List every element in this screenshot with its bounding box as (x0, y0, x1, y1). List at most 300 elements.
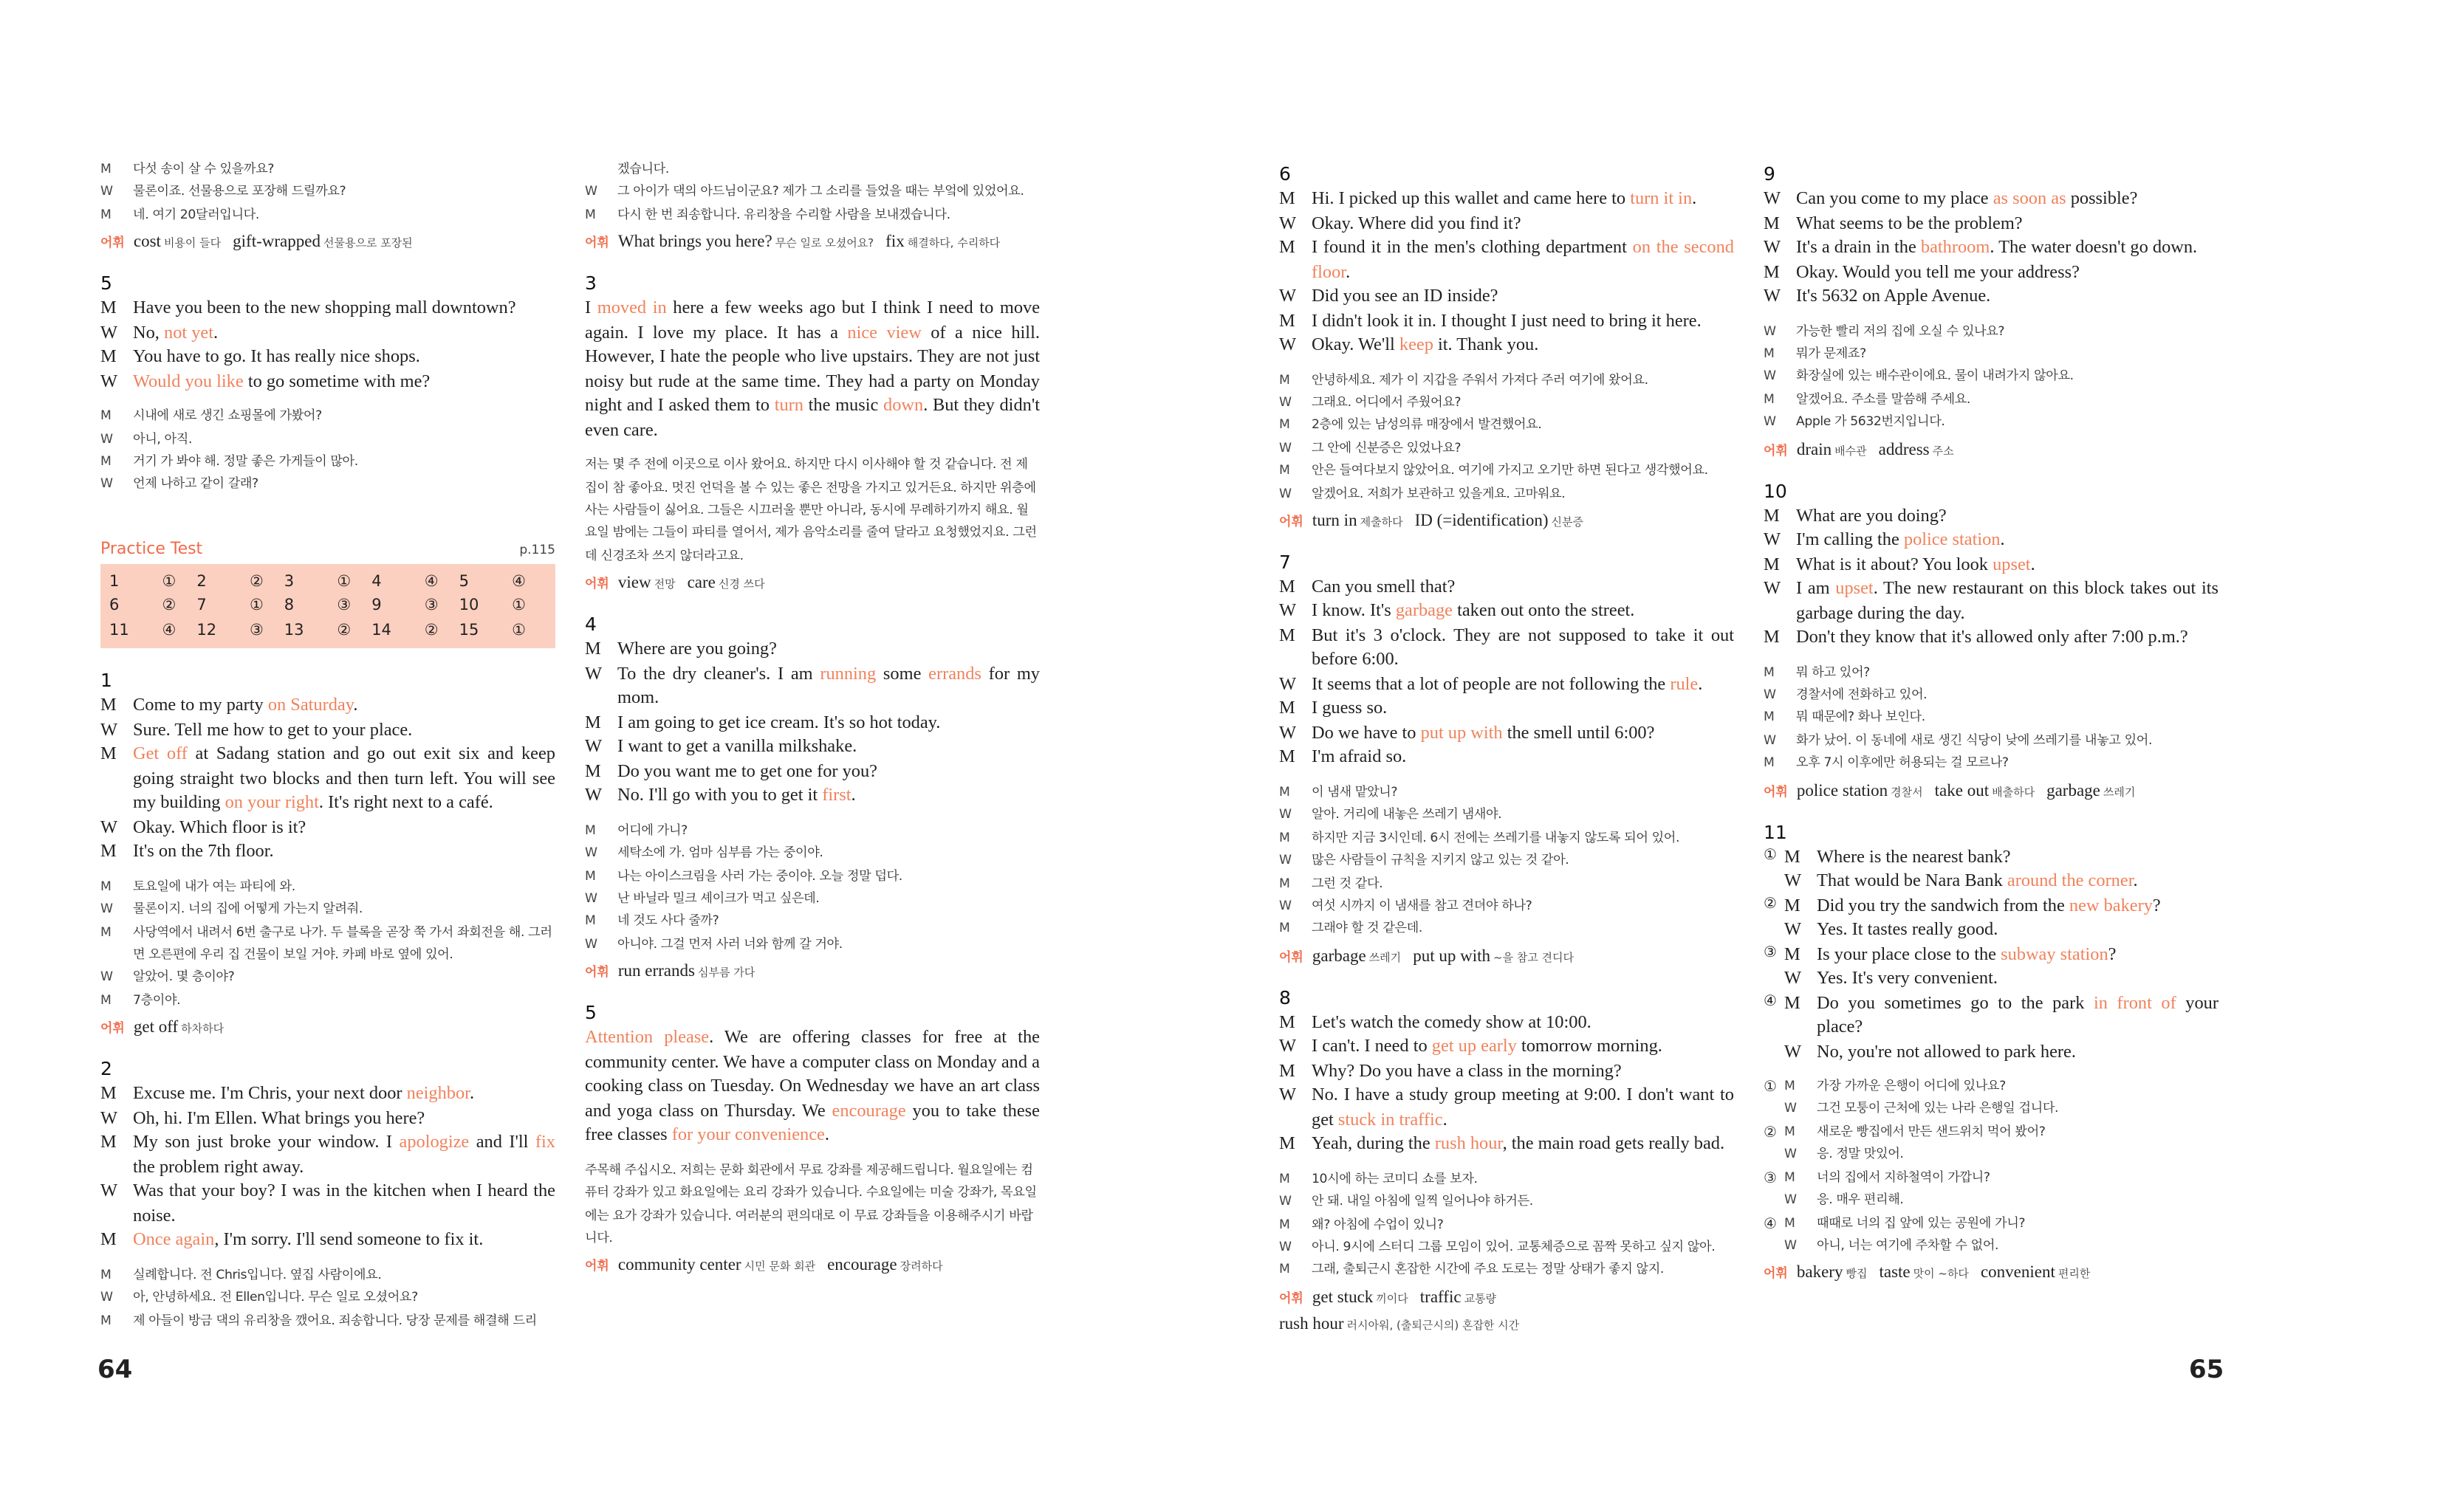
dialogue-text (1312, 745, 1734, 769)
dialogue-line (1279, 623, 1734, 672)
column-3 (1279, 159, 1734, 1342)
text-segment: , the main road gets really bad. (1502, 1133, 1725, 1154)
translation-line (1764, 1236, 2218, 1259)
translation-text: 응. 정말 맛있어. (1817, 1147, 1904, 1163)
translation-line (1279, 1192, 1734, 1214)
text-segment: Oh, hi. I'm Ellen. What brings you here? (133, 1107, 425, 1128)
highlight-phrase: subway station (2001, 943, 2108, 964)
text-segment: Do you sometimes go to the park (1817, 992, 2094, 1013)
dialogue-text (133, 1130, 555, 1179)
speaker-label: W (1784, 1147, 1797, 1163)
vocab-word: convenient (1980, 1264, 2055, 1282)
dialogue-text (1817, 941, 2218, 966)
dialogue-line (1764, 868, 2218, 893)
translation-line (1279, 873, 1734, 896)
speaker-label: W (1764, 285, 1781, 306)
answer-choice: ② (337, 621, 352, 639)
speaker-label: M (100, 409, 112, 425)
text-segment: It's 5632 on Apple Avenue. (1796, 285, 1991, 306)
dialogue-text (1817, 966, 2218, 990)
highlight-phrase: new bakery (2069, 894, 2153, 915)
text-segment: tomorrow morning. (1516, 1035, 1662, 1056)
answer-cell (109, 570, 196, 594)
vocab-word: drain (1796, 441, 1832, 459)
vocab-tag: 어휘 (1279, 950, 1303, 966)
answer-number: 1 (109, 572, 120, 591)
translation-paragraph: 저는 몇 주 전에 이곳으로 이사 왔어요. 하지만 다시 이사해야 할 것 같습니다. 전 제 집이 참 좋아요. 멋진 언덕을 볼 수 있는 좋은 전망을 가지고 있거든요. 하지만 위층에 사는 사람들이 싫어요. 그들은 시끄러울 뿐만 아니라, 동시에 무례하기까지 해요. 월요일 밤에는 그들이 파티를 열어서, 제가 음악소리를 줄여 달라고 요청했었지요. 그런데 신경조차 쓰지 않더라고요. (585, 458, 1037, 564)
translation-line (1279, 850, 1734, 873)
highlight-phrase: on Saturday (267, 694, 354, 715)
highlight-phrase: get up early (1431, 1035, 1517, 1056)
speaker-label: W (1279, 285, 1297, 306)
translation-text: 언제 나하고 같이 갈래? (133, 477, 258, 492)
text-segment: Don't they know that it's allowed only after 7:00 p.m.? (1796, 626, 2188, 647)
dialogue-line (1279, 721, 1734, 745)
question-number: 2 (100, 1057, 112, 1080)
translation-line (1764, 1076, 2218, 1099)
text-segment: I can't. I need to (1312, 1035, 1432, 1056)
vocab-tag: 어휘 (1279, 515, 1303, 530)
translation-line (100, 922, 555, 968)
question-number: 4 (585, 613, 597, 636)
dialogue-text (1312, 574, 1734, 599)
dialogue-text (1817, 893, 2218, 917)
dialogue-line (1279, 1059, 1734, 1083)
dialogue-text (133, 742, 555, 815)
translation-line (100, 182, 555, 205)
text-segment: . It's right next to a café. (318, 791, 493, 813)
speaker-label: W (1764, 733, 1776, 749)
translation-text: 아니, 아직. (133, 432, 193, 447)
text-segment: some (876, 662, 929, 684)
option-marker (1764, 1099, 1784, 1122)
answer-cell (196, 619, 284, 643)
translation-text: 오후 7시 이후에만 허용되는 걸 모르나? (1796, 756, 2009, 772)
translation-text: 네. 여기 20달러입니다. (133, 207, 259, 223)
highlight-phrase: on your right (225, 791, 319, 813)
translation-line (100, 1265, 555, 1288)
speaker-label: W (100, 902, 113, 918)
text-segment: . The water doesn't go down. (1990, 236, 2198, 257)
speaker-label: M (1764, 392, 1775, 408)
speaker-label: M (100, 840, 117, 862)
speaker-label: W (1764, 415, 1776, 430)
vocab-word: get off (133, 1019, 179, 1037)
translation-line (100, 429, 555, 452)
text-segment: possible? (2066, 188, 2138, 208)
speaker-label: W (585, 662, 603, 684)
speaker-label: W (100, 816, 118, 837)
highlight-phrase: apologize (399, 1131, 470, 1152)
speaker-label: M (1784, 845, 1800, 867)
dialogue-line (1764, 941, 2218, 966)
dialogue-text (133, 718, 555, 742)
vocab-meaning: 제출하다 (1360, 515, 1403, 529)
translation-line (1279, 1260, 1734, 1283)
text-segment: . But they didn't even care. (585, 394, 1040, 440)
dialogue-text (1312, 623, 1734, 672)
speaker-label: M (1279, 1059, 1295, 1081)
speaker-label: M (1279, 697, 1295, 718)
speaker-label: W (1279, 673, 1297, 694)
translation-text: 물론이죠. 선물용으로 포장해 드릴까요? (133, 185, 346, 200)
dialogue-line (1279, 284, 1734, 308)
answer-cell (371, 570, 459, 594)
vocab-tag: 어휘 (1764, 444, 1788, 459)
speaker-label: M (100, 694, 117, 715)
translation-line (1764, 1213, 2218, 1236)
answer-number: 7 (196, 597, 207, 615)
speaker-label: M (1764, 212, 1780, 233)
translation-line (1764, 753, 2218, 776)
dialogue-line (100, 1130, 555, 1179)
text-segment: here a few weeks ago but I think I need to move again. I love my place. It has a (585, 297, 1041, 343)
dialogue-line (1764, 284, 2218, 308)
answer-cell (196, 570, 284, 594)
highlight-phrase: turn it in (1630, 188, 1693, 208)
speaker-label: M (100, 743, 117, 764)
dialogue-line (100, 1106, 555, 1130)
highlight-phrase: running (820, 662, 877, 684)
text-segment: I found it in the men's clothing department (1312, 236, 1633, 257)
vocab-tag: 어휘 (100, 236, 125, 252)
vocab-word: police station (1796, 782, 1888, 800)
speaker-label: M (1279, 1011, 1295, 1032)
text-segment: . (2133, 870, 2138, 891)
speaker-label: W (100, 185, 113, 200)
speaker-label: M (1279, 624, 1295, 645)
vocab-line (1279, 1316, 1734, 1333)
dialogue-text (1312, 1083, 1734, 1132)
dialogue-text (133, 839, 555, 864)
vocab-word: run errands (617, 963, 695, 981)
text-segment: . (353, 694, 358, 715)
translation-text: 안녕하세요. 제가 이 지갑을 주워서 가져다 주러 여기에 왔어요. (1312, 373, 1648, 388)
text-segment: . (2030, 553, 2035, 574)
answer-choice: ③ (337, 597, 352, 615)
page-number-left: 64 (97, 1355, 133, 1385)
dialogue-line (1279, 1010, 1734, 1034)
question-number: 5 (100, 272, 112, 295)
translation-text: 그 안에 신분증은 있었나요? (1312, 441, 1462, 456)
text-segment: . (469, 1082, 475, 1104)
option-marker (1764, 966, 1784, 990)
option-marker (1764, 1039, 1784, 1063)
option-marker: ④ (1764, 1216, 1777, 1232)
speaker-label: W (100, 1180, 118, 1201)
dialogue-line (1764, 990, 2218, 1039)
speaker-label: W (100, 432, 113, 447)
column-2 (585, 159, 1040, 1284)
text-segment: Can you smell that? (1312, 575, 1456, 597)
dialogue-line (100, 1082, 555, 1106)
highlight-phrase: on the second floor (1312, 236, 1734, 281)
vocab-tag: 어휘 (585, 1260, 609, 1275)
highlight-phrase: put up with (1420, 721, 1503, 743)
speaker-label: W (1764, 369, 1776, 385)
option-marker: ② (1764, 896, 1777, 913)
dialogue-line (100, 718, 555, 742)
speaker-label: M (100, 993, 112, 1008)
speaker-label: W (100, 321, 118, 343)
vocab-word: address (1878, 441, 1930, 459)
speaker-label: M (1279, 785, 1290, 800)
text-segment: Okay. We'll (1312, 334, 1399, 354)
text-segment: Excuse me. I'm Chris, your next door (133, 1082, 407, 1104)
answer-cell (109, 594, 196, 619)
speaker-label: M (1764, 261, 1780, 281)
dialogue-text (133, 1106, 555, 1130)
text-segment: taken out onto the street. (1453, 599, 1635, 621)
translation-text: 7층이야. (133, 993, 181, 1008)
text-segment: Did you see an ID inside? (1312, 285, 1498, 306)
question-number: 1 (100, 669, 112, 692)
translation-text: 겠습니다. (617, 162, 669, 177)
highlight-phrase: upset (1835, 577, 1874, 599)
text-segment: at Sadang station and go out exit six and keep going straight two blocks and then turn left. You will see my building (133, 743, 555, 813)
text-segment: Come to my party (133, 694, 268, 715)
text-segment: to go sometime with me? (243, 370, 431, 391)
speaker-label: M (100, 455, 112, 470)
translation-line (100, 406, 555, 429)
text-segment: . (1442, 1108, 1447, 1130)
speaker-label: M (100, 1268, 112, 1283)
translation-line (1279, 1214, 1734, 1237)
dialogue-line (1764, 503, 2218, 527)
option-marker: ① (1764, 847, 1777, 864)
speaker-label: M (100, 1082, 117, 1104)
translation-line (100, 968, 555, 991)
vocab-word: garbage (1312, 947, 1366, 966)
speaker-label: M (1279, 575, 1295, 597)
translation-text: 알겠어요. 저희가 보관하고 있을게요. 고마워요. (1312, 487, 1566, 502)
translation-line (100, 159, 555, 182)
vocab-meaning: 배수관 (1834, 444, 1867, 458)
translation-text: 세탁소에 가. 엄마 심부름 가는 중이야. (617, 846, 823, 862)
translation-text: 뭐 하고 있어? (1796, 665, 1870, 681)
speaker-label: M (100, 297, 117, 318)
translation-block (100, 406, 555, 497)
dialogue-line (1279, 186, 1734, 210)
speaker-label: W (1764, 687, 1776, 703)
answer-cell (109, 619, 196, 643)
text-segment: ? (2108, 943, 2117, 964)
dialogue-text (1312, 235, 1734, 284)
vocab-line (585, 1257, 1040, 1275)
translation-text: 시내에 새로 생긴 쇼핑몰에 가봤어? (133, 409, 322, 425)
translation-text: 그래요. 어디에서 주웠어요? (1312, 395, 1462, 410)
dialogue-text (1796, 259, 2218, 284)
text-segment: I am (1796, 577, 1836, 599)
vocab-line (1764, 441, 2218, 458)
speaker-label: M (585, 914, 596, 929)
speaker-label: M (1279, 309, 1295, 330)
answer-number: 3 (284, 572, 295, 591)
speaker-label: W (585, 735, 603, 757)
speaker-label: W (585, 846, 597, 862)
dialogue-text (1312, 308, 1734, 332)
dialogue-line (100, 839, 555, 864)
speaker-label: M (100, 162, 112, 177)
dialogue-text (1312, 332, 1734, 357)
speaker-label: M (1279, 1133, 1295, 1154)
answer-cell (459, 594, 546, 619)
vocab-line (1764, 782, 2218, 800)
translation-text: Apple 가 5632번지입니다. (1796, 415, 1945, 430)
speaker-label: W (1784, 870, 1802, 891)
translation-block (100, 877, 555, 1014)
vocab-tag: 어휘 (100, 1022, 125, 1037)
speaker-label: W (1784, 1040, 1802, 1062)
speaker-label: M (100, 925, 112, 941)
speaker-label: M (1764, 626, 1780, 647)
vocab-meaning: 비용이 들다 (163, 236, 222, 250)
vocab-word: turn in (1312, 512, 1357, 530)
text-segment: the smell until 6:00? (1502, 721, 1655, 743)
answer-number: 14 (371, 621, 391, 639)
dialogue-line (1279, 599, 1734, 623)
dialogue-line (1279, 696, 1734, 721)
translation-text: 토요일에 내가 여는 파티에 와. (133, 879, 295, 895)
vocab-meaning: 신분증 (1551, 515, 1583, 529)
dialogue-text (133, 344, 555, 368)
question-number: 8 (1279, 986, 1291, 1008)
dialogue-line (1764, 527, 2218, 551)
dialogue-line (1764, 893, 2218, 917)
highlight-phrase: not yet (164, 321, 214, 343)
vocab-word: cost (133, 233, 161, 252)
translation-line (1764, 731, 2218, 754)
speaker-label: W (585, 937, 597, 952)
speaker-label: W (1764, 236, 1781, 257)
dialogue-text (1796, 284, 2218, 308)
vocab-meaning: 경찰서 (1891, 785, 1923, 799)
dialogue-line (585, 783, 1040, 808)
vocab-meaning: ~을 참고 견디다 (1493, 950, 1575, 964)
dialogue-text (617, 759, 1040, 783)
answer-cell (371, 594, 459, 619)
text-segment: I (585, 297, 597, 318)
dialogue-line (1279, 574, 1734, 599)
vocab-word: What brings you here? (617, 233, 772, 252)
translation-block (1279, 370, 1734, 506)
vocab-meaning: 교통량 (1464, 1291, 1497, 1305)
dialogue-line (1764, 1039, 2218, 1063)
translation-line (1279, 1169, 1734, 1192)
speaker-label: W (1279, 1035, 1297, 1056)
question-number: 7 (1279, 550, 1291, 573)
dialogue-line (1764, 235, 2218, 259)
vocab-meaning: 신경 쓰다 (718, 577, 765, 591)
text-segment: Okay. Which floor is it? (133, 816, 306, 837)
answer-number: 10 (459, 597, 479, 615)
text-segment: Have you been to the new shopping mall downtown? (133, 297, 516, 318)
text-segment: . The new restaurant on this block takes out its garbage during the day. (1796, 577, 2218, 623)
answer-number: 11 (109, 621, 129, 639)
translation-line (1764, 1099, 2218, 1122)
speaker-label: M (1764, 346, 1775, 362)
speaker-label: W (100, 477, 113, 492)
vocab-line (100, 233, 555, 251)
vocab-word: taste (1879, 1264, 1911, 1282)
vocab-meaning: 배출하다 (1992, 785, 2035, 799)
vocab-word: care (687, 574, 716, 593)
answer-cell (459, 570, 546, 594)
answer-choice: ① (512, 621, 526, 639)
dialogue-line (1279, 1083, 1734, 1132)
speaker-label: W (100, 718, 118, 740)
text-segment: I guess so. (1312, 697, 1388, 718)
translation-text: 물론이지. 너의 집에 어떻게 가는지 알려줘. (133, 902, 363, 918)
answer-cell (371, 619, 459, 643)
translation-line (1764, 412, 2218, 435)
translation-text: 아니. 9시에 스터디 그룹 모임이 있어. 교통체증으로 꼼짝 못하고 싶지 않아. (1312, 1240, 1716, 1255)
translation-line (1279, 416, 1734, 439)
vocab-meaning: 선물용으로 포장된 (323, 236, 413, 250)
translation-text: 뭐 때문에? 화나 보인다. (1796, 710, 1925, 726)
translation-line (585, 935, 1040, 958)
dialogue-text (617, 783, 1040, 808)
translation-block (100, 159, 555, 227)
translation-text: 그건 모퉁이 근처에 있는 나라 은행일 겁니다. (1817, 1102, 2059, 1117)
translation-line (1279, 1237, 1734, 1260)
vocab-word: take out (1934, 782, 1990, 800)
dialogue-text (1796, 186, 2218, 210)
speaker-label: W (1279, 1195, 1292, 1210)
highlight-phrase: upset (1993, 553, 2031, 574)
practice-header (100, 539, 555, 558)
translation-line (585, 889, 1040, 912)
text-segment: Do we have to (1312, 721, 1421, 743)
highlight-phrase: for your convenience (671, 1124, 825, 1145)
dialogue-text (1796, 235, 2218, 259)
speaker-label: W (1784, 1193, 1797, 1209)
speaker-label: W (1279, 487, 1292, 502)
translation-line (1279, 484, 1734, 506)
answer-choice: ③ (249, 621, 264, 639)
text-segment: you to take these free classes (585, 1099, 1040, 1145)
option-marker: ③ (1764, 1170, 1777, 1187)
vocab-meaning: 쓰레기 (1368, 950, 1402, 964)
page-number-right: 65 (2189, 1355, 2224, 1385)
vocab-word: fix (885, 233, 905, 252)
highlight-phrase: Would you like (133, 370, 244, 391)
highlight-phrase: Once again (133, 1228, 215, 1250)
translation-text: 다섯 송이 살 수 있을까요? (133, 162, 275, 177)
speaker-label: M (100, 879, 112, 895)
translation-line (1279, 370, 1734, 393)
translation-text: 하지만 지금 3시인데. 6시 전에는 쓰레기를 내놓지 않도록 되어 있어. (1312, 831, 1680, 846)
translation-line (1764, 685, 2218, 708)
translation-line (100, 452, 555, 475)
translation-text: 알았어. 몇 층이야? (133, 970, 235, 986)
answer-choice: ① (512, 597, 526, 615)
dialogue-text (1312, 284, 1734, 308)
text-segment: Yes. It tastes really good. (1817, 918, 1998, 940)
highlight-phrase: encourage (832, 1099, 906, 1121)
vocab-meaning: 러시아워, (출퇴근시의) 혼잡한 시간 (1346, 1318, 1520, 1332)
translation-line (1764, 1145, 2218, 1168)
speaker-label: M (1784, 1124, 1795, 1140)
speaker-label: W (1784, 1102, 1797, 1117)
highlight-phrase: in front of (2093, 992, 2176, 1013)
translation-line (1279, 783, 1734, 805)
vocab-word: community center (617, 1257, 741, 1275)
translation-block (100, 1265, 555, 1333)
translation-line (100, 475, 555, 498)
text-segment: No, (133, 321, 164, 343)
dialogue-text (617, 637, 1040, 662)
